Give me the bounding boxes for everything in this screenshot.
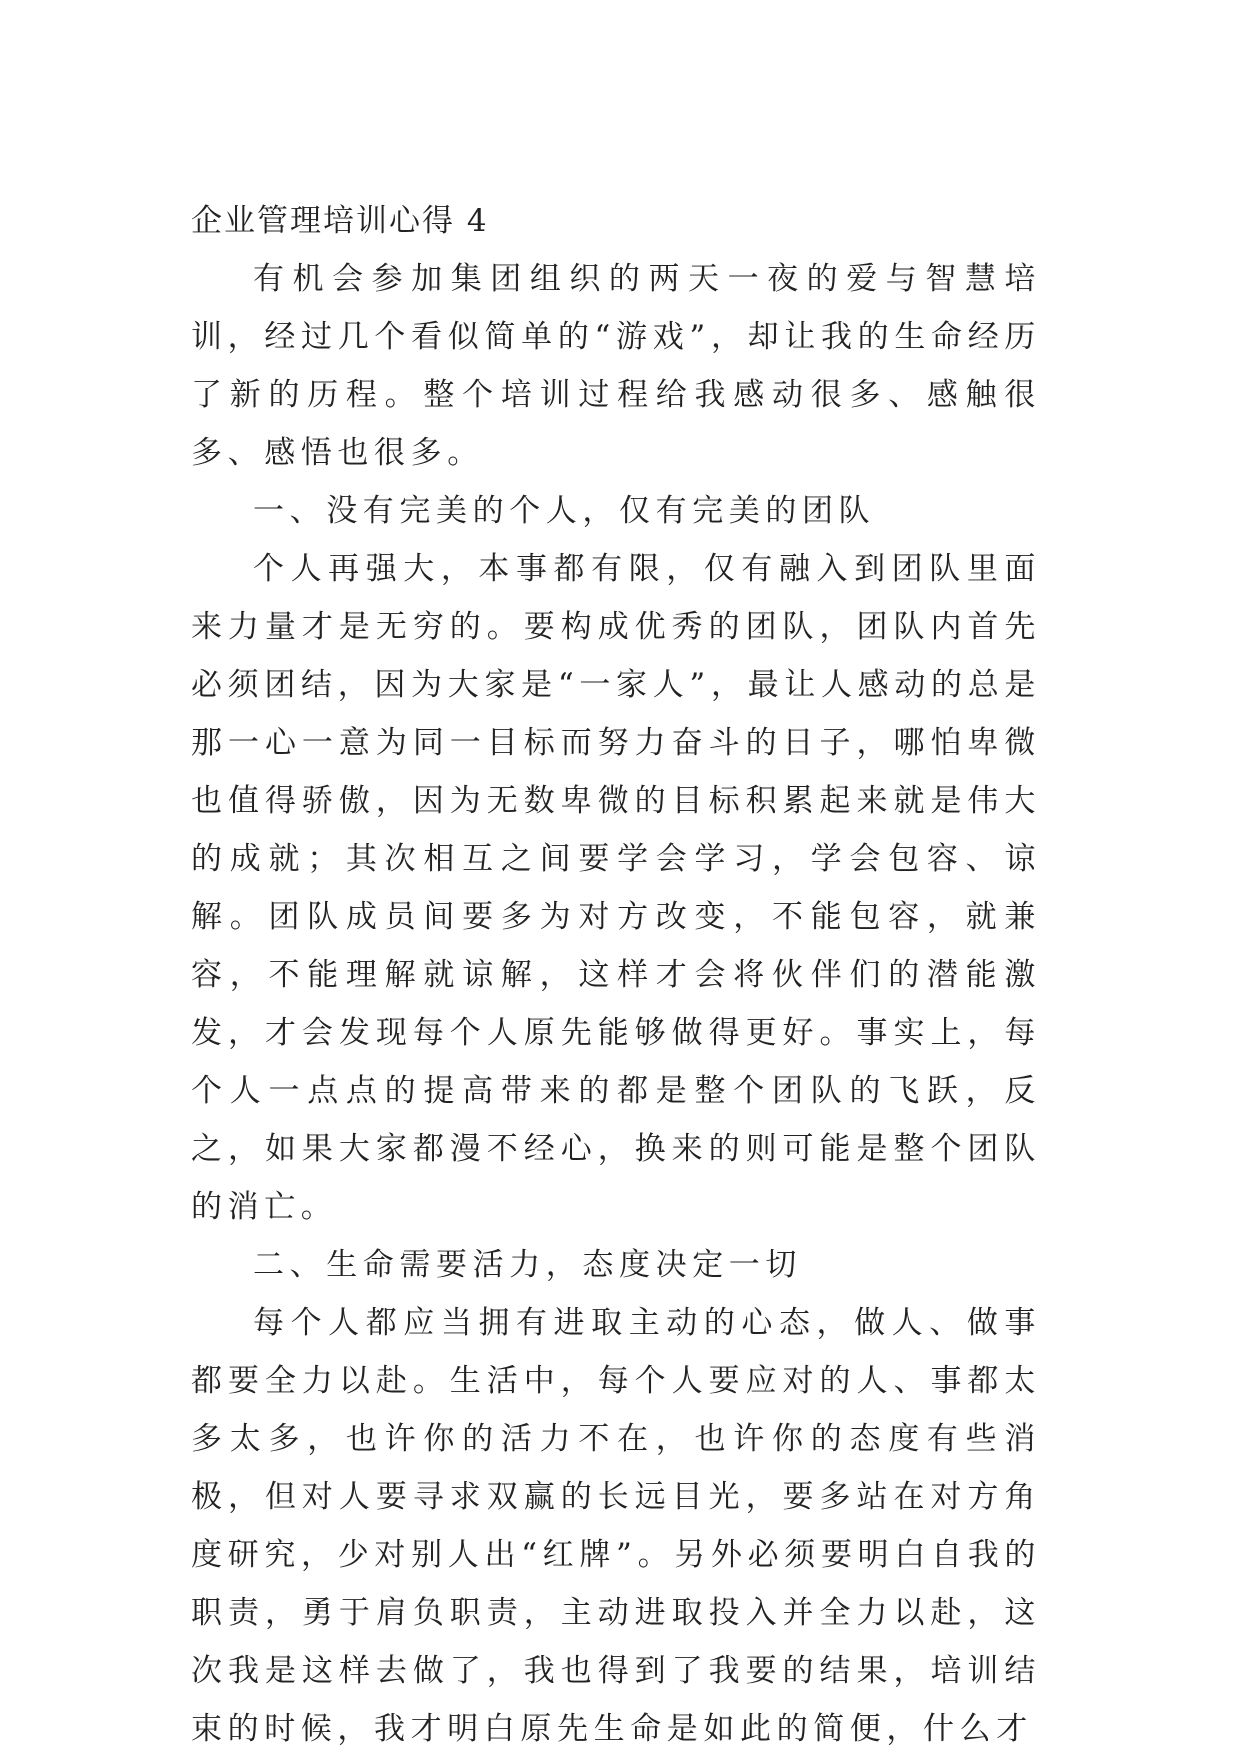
document-body (191, 192, 1041, 1758)
team-paragraph: 个人再强大，本事都有限，仅有融入到团队里面来力量才是无穷的。要构成优秀的团队，团队内首先必须团结，因为大家是“一家人”，最让人感动的总是那一心一意为同一目标而努力奋斗的日子，哪怕卑微也值得骄傲，因为无数卑微的目标积累起来就是伟大的成就；其次相互之间要学会学习，学会包容、谅解。团队成员间要多为对方改变，不能包容，就兼容，不能理解就谅解，这样才会将伙伴们的潜能激发，才会发现每个人原先能够做得更好。事实上，每个人一点点的提高带来的都是整个团队的飞跃，反之，如果大家都漫不经心，换来的则可能是整个团队的消亡。 (191, 551, 1041, 1225)
section-heading-attitude: 二、生命需要活力，态度决定一切 (253, 1247, 802, 1283)
document-title: 企业管理培训心得 4 (191, 203, 489, 239)
attitude-paragraph: 每个人都应当拥有进取主动的心态，做人、做事都要全力以赴。生活中，每个人要应对的人、事都太多太多，也许你的活力不在，也许你的态度有些消极，但对人要寻求双赢的长远目光，要多站在对方角度研究，少对别人出“红牌”。另外必须要明白自我的职责，勇于肩负职责，主动进取投入并全力以赴，这次我是这样去做了，我也得到了我要的结果，培训结束的时候，我才明白原先生命是如此的简便，什么才 (191, 1305, 1041, 1747)
section-heading-team: 一、没有完美的个人，仅有完美的团队 (253, 493, 876, 529)
intro-paragraph: 有机会参加集团组织的两天一夜的爱与智慧培训，经过几个看似简单的“游戏”，却让我的生命经历了新的历程。整个培训过程给我感动很多、感触很多、感悟也很多。 (191, 261, 1041, 471)
